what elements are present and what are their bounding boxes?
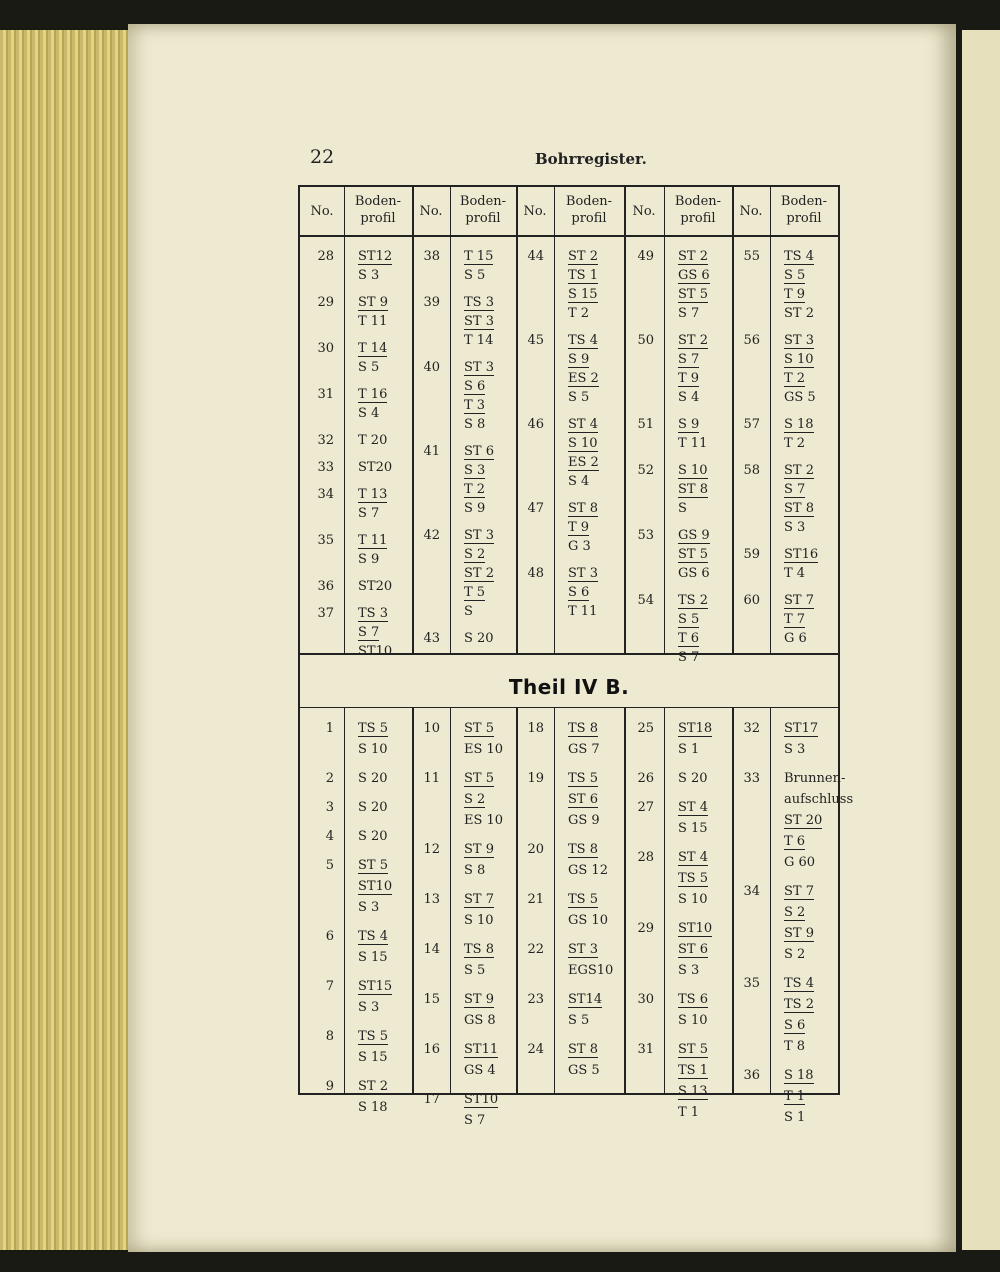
header-profil: Boden- profil: [780, 194, 828, 226]
row-number: 53: [637, 528, 654, 543]
profile-layer: ES 2: [568, 455, 599, 470]
profile-layer: S 5: [784, 268, 806, 283]
profile-layer: S 7: [464, 1113, 486, 1128]
group-rule: [732, 707, 734, 1093]
profile-layer: S 20: [358, 800, 388, 815]
row-number: 29: [317, 295, 334, 310]
profile-layer: ST10: [358, 879, 393, 894]
profile-layer: S 9: [464, 501, 486, 516]
profile-layer: S 20: [358, 829, 388, 844]
column-rule: [450, 707, 451, 1093]
profile-layer: ST 8: [568, 501, 598, 516]
profile-layer: S 2: [464, 792, 486, 807]
section-rule: [300, 707, 838, 708]
column-rule: [664, 187, 665, 653]
row-number: 51: [637, 417, 654, 432]
profile-layer: ST 3: [464, 528, 494, 543]
row-number: 55: [743, 249, 760, 264]
profile-layer: S 3: [784, 742, 806, 757]
row-number: 14: [423, 942, 440, 957]
profile-layer: TS 6: [678, 992, 708, 1007]
row-number: 26: [637, 771, 654, 786]
row-number: 34: [743, 884, 760, 899]
profile-layer: T 20: [358, 433, 388, 448]
profile-layer: GS 12: [568, 863, 608, 878]
running-title: Bohrregister.: [535, 150, 647, 168]
profile-layer: S 7: [358, 506, 380, 521]
profile-layer: T 14: [464, 333, 494, 348]
profile-layer: S 5: [568, 1013, 590, 1028]
header-no: No.: [419, 204, 443, 219]
row-number: 2: [325, 771, 334, 786]
profile-layer: G 6: [784, 631, 807, 646]
profile-layer: S 9: [678, 417, 700, 432]
profile-layer: S 5: [568, 390, 590, 405]
profile-layer: ST10: [464, 1092, 499, 1107]
column-rule: [450, 187, 451, 653]
profile-layer: S 3: [784, 520, 806, 535]
row-number: 59: [743, 547, 760, 562]
profile-layer: T 3: [464, 398, 486, 413]
profile-layer: GS 6: [678, 566, 710, 581]
profile-layer: GS 4: [464, 1063, 496, 1078]
profile-layer: TS 8: [568, 721, 598, 736]
profile-layer: S 6: [568, 585, 590, 600]
row-number: 57: [743, 417, 760, 432]
row-number: 7: [325, 979, 334, 994]
row-number: 60: [743, 593, 760, 608]
profile-layer: ST 2: [678, 249, 708, 264]
row-number: 6: [325, 929, 334, 944]
profile-layer: ST17: [784, 721, 819, 736]
profile-layer: S 6: [464, 379, 486, 394]
profile-layer: T 11: [678, 436, 708, 451]
profile-layer: S: [464, 604, 473, 619]
header-profil: Boden- profil: [674, 194, 722, 226]
profile-layer: ST20: [358, 460, 393, 475]
profile-layer: ST 20: [784, 813, 823, 828]
profile-layer: ST12: [358, 249, 393, 264]
profile-layer: S 7: [678, 306, 700, 321]
row-number: 38: [423, 249, 440, 264]
row-number: 25: [637, 721, 654, 736]
row-number: 56: [743, 333, 760, 348]
profile-layer: ST 7: [784, 593, 814, 608]
row-number: 37: [317, 606, 334, 621]
header-rule: [300, 235, 838, 237]
header-profil: Boden- profil: [459, 194, 507, 226]
column-rule: [344, 707, 345, 1093]
profile-layer: S 10: [784, 352, 814, 367]
profile-layer: ST 3: [464, 314, 494, 329]
profile-layer: T 2: [568, 306, 590, 321]
row-number: 17: [423, 1092, 440, 1107]
header-no: No.: [310, 204, 334, 219]
row-number: 43: [423, 631, 440, 646]
profile-layer: ST 5: [678, 287, 708, 302]
row-number: 30: [317, 341, 334, 356]
profile-layer: T 13: [358, 487, 388, 502]
profile-layer: S 7: [358, 625, 380, 640]
row-number: 12: [423, 842, 440, 857]
profile-layer: ST 5: [678, 547, 708, 562]
row-number: 47: [527, 501, 544, 516]
profile-layer: ST 3: [464, 360, 494, 375]
profile-layer: TS 4: [568, 333, 598, 348]
row-number: 33: [743, 771, 760, 786]
row-number: 41: [423, 444, 440, 459]
profile-layer: ST 3: [568, 942, 598, 957]
profile-layer: S 5: [464, 268, 486, 283]
profile-layer: S 15: [678, 821, 708, 836]
profile-layer: T 15: [464, 249, 494, 264]
profile-layer: GS 6: [678, 268, 710, 283]
profile-layer: ST 7: [784, 884, 814, 899]
profile-layer: S 4: [358, 406, 380, 421]
row-number: 36: [317, 579, 334, 594]
row-number: 22: [527, 942, 544, 957]
section-title: Theil IV B.: [508, 675, 630, 699]
profile-layer: T 8: [784, 1039, 806, 1054]
row-number: 45: [527, 333, 544, 348]
profile-layer: aufschluss: [784, 792, 854, 807]
row-number: 58: [743, 463, 760, 478]
row-number: 28: [317, 249, 334, 264]
profile-layer: ST10: [358, 644, 393, 659]
profile-layer: S 10: [678, 1013, 708, 1028]
profile-layer: ST10: [678, 921, 713, 936]
row-number: 44: [527, 249, 544, 264]
profile-layer: S 3: [358, 268, 380, 283]
profile-layer: ST 9: [358, 295, 388, 310]
row-number: 19: [527, 771, 544, 786]
row-number: 3: [325, 800, 334, 815]
row-number: 5: [325, 858, 334, 873]
profile-layer: S: [678, 501, 687, 516]
row-number: 32: [317, 433, 334, 448]
profile-layer: TS 1: [678, 1063, 708, 1078]
profile-layer: S 10: [464, 913, 494, 928]
column-rule: [344, 187, 345, 653]
header-profil: Boden- profil: [354, 194, 402, 226]
row-number: 11: [423, 771, 440, 786]
profile-layer: T 2: [784, 436, 806, 451]
profile-layer: S 15: [358, 950, 388, 965]
profile-layer: T 16: [358, 387, 388, 402]
profile-layer: ES 10: [464, 742, 504, 757]
row-number: 50: [637, 333, 654, 348]
row-number: 35: [317, 533, 334, 548]
profile-layer: ST 6: [568, 792, 598, 807]
profile-layer: T 7: [784, 612, 806, 627]
row-number: 52: [637, 463, 654, 478]
profile-layer: ST16: [784, 547, 819, 562]
profile-layer: ST 2: [358, 1079, 388, 1094]
row-number: 33: [317, 460, 334, 475]
profile-layer: T 6: [784, 834, 806, 849]
column-rule: [664, 707, 665, 1093]
row-number: 15: [423, 992, 440, 1007]
profile-layer: TS 3: [464, 295, 494, 310]
profile-layer: S 10: [358, 742, 388, 757]
profile-layer: S 10: [678, 463, 708, 478]
column-rule: [770, 707, 771, 1093]
profile-layer: ST 5: [678, 1042, 708, 1057]
row-number: 21: [527, 892, 544, 907]
facing-page-edge: [962, 30, 1000, 1250]
profile-layer: S 2: [784, 905, 806, 920]
profile-layer: S 5: [358, 360, 380, 375]
column-rule: [554, 707, 555, 1093]
row-number: 16: [423, 1042, 440, 1057]
profile-layer: ST 3: [784, 333, 814, 348]
profile-layer: S 3: [464, 463, 486, 478]
profile-layer: ST 2: [678, 333, 708, 348]
row-number: 34: [317, 487, 334, 502]
profile-layer: GS 9: [568, 813, 600, 828]
profile-layer: T 9: [678, 371, 700, 386]
profile-layer: S 13: [678, 1084, 708, 1099]
profile-layer: ST11: [464, 1042, 499, 1057]
column-rule: [770, 187, 771, 653]
profile-layer: T 5: [464, 585, 486, 600]
profile-layer: TS 5: [678, 871, 708, 886]
row-number: 54: [637, 593, 654, 608]
header-no: No.: [632, 204, 656, 219]
profile-layer: T 14: [358, 341, 388, 356]
profile-layer: ST20: [358, 579, 393, 594]
profile-layer: ST 4: [678, 850, 708, 865]
profile-layer: T 2: [464, 482, 486, 497]
row-number: 49: [637, 249, 654, 264]
profile-layer: ST 3: [568, 566, 598, 581]
profile-layer: ST 2: [568, 249, 598, 264]
group-rule: [624, 707, 626, 1093]
profile-layer: GS 5: [784, 390, 816, 405]
profile-layer: TS 5: [358, 721, 388, 736]
row-number: 20: [527, 842, 544, 857]
profile-layer: Brunnen-: [784, 771, 846, 786]
row-number: 42: [423, 528, 440, 543]
bohrregister-table: [298, 185, 854, 1128]
profile-layer: T 9: [784, 287, 806, 302]
profile-layer: T 6: [678, 631, 700, 646]
profile-layer: G 60: [784, 855, 816, 870]
row-number: 13: [423, 892, 440, 907]
profile-layer: S 8: [464, 417, 486, 432]
profile-layer: S 5: [464, 963, 486, 978]
profile-layer: GS 10: [568, 913, 608, 928]
profile-layer: S 3: [678, 963, 700, 978]
profile-layer: ST 2: [464, 566, 494, 581]
row-number: 8: [325, 1029, 334, 1044]
profile-layer: S 18: [358, 1100, 388, 1115]
profile-layer: S 1: [784, 1110, 806, 1125]
profile-layer: ST 9: [464, 842, 494, 857]
profile-layer: TS 5: [358, 1029, 388, 1044]
profile-layer: S 20: [464, 631, 494, 646]
profile-layer: ST 5: [464, 771, 494, 786]
profile-layer: S 18: [784, 1068, 814, 1083]
profile-layer: ST 2: [784, 306, 814, 321]
profile-layer: S 9: [568, 352, 590, 367]
profile-layer: ST 4: [678, 800, 708, 815]
profile-layer: S 4: [568, 474, 590, 489]
column-rule: [554, 187, 555, 653]
row-number: 31: [637, 1042, 654, 1057]
profile-layer: ES 10: [464, 813, 504, 828]
profile-layer: TS 8: [568, 842, 598, 857]
profile-layer: ST 9: [464, 992, 494, 1007]
row-number: 10: [423, 721, 440, 736]
profile-layer: TS 4: [784, 976, 814, 991]
profile-layer: ST 5: [464, 721, 494, 736]
row-number: 40: [423, 360, 440, 375]
row-number: 39: [423, 295, 440, 310]
profile-layer: T 4: [784, 566, 806, 581]
profile-layer: TS 1: [568, 268, 598, 283]
row-number: 9: [325, 1079, 334, 1094]
profile-layer: S 15: [358, 1050, 388, 1065]
profile-layer: GS 9: [678, 528, 710, 543]
row-number: 31: [317, 387, 334, 402]
profile-layer: ST 8: [568, 1042, 598, 1057]
profile-layer: ST 8: [784, 501, 814, 516]
profile-layer: ST 2: [784, 463, 814, 478]
row-number: 30: [637, 992, 654, 1007]
profile-layer: ST 4: [568, 417, 598, 432]
profile-layer: S 8: [464, 863, 486, 878]
profile-layer: S 3: [358, 900, 380, 915]
profile-layer: TS 8: [464, 942, 494, 957]
profile-layer: ST14: [568, 992, 603, 1007]
profile-layer: S 7: [678, 352, 700, 367]
page-number: 22: [310, 146, 335, 168]
profile-layer: T 11: [358, 314, 388, 329]
profile-layer: T 11: [568, 604, 598, 619]
profile-layer: TS 2: [678, 593, 708, 608]
profile-layer: ST 6: [678, 942, 708, 957]
profile-layer: S 3: [358, 1000, 380, 1015]
profile-layer: S 2: [784, 947, 806, 962]
profile-layer: ST18: [678, 721, 713, 736]
header-no: No.: [739, 204, 763, 219]
profile-layer: ES 2: [568, 371, 599, 386]
row-number: 35: [743, 976, 760, 991]
row-number: 18: [527, 721, 544, 736]
profile-layer: GS 7: [568, 742, 600, 757]
profile-layer: GS 8: [464, 1013, 496, 1028]
header-profil: Boden- profil: [565, 194, 613, 226]
row-number: 23: [527, 992, 544, 1007]
profile-layer: ST 9: [784, 926, 814, 941]
profile-layer: T 1: [784, 1089, 806, 1104]
profile-layer: T 11: [358, 533, 388, 548]
row-number: 4: [325, 829, 334, 844]
profile-layer: S 20: [358, 771, 388, 786]
profile-layer: ST 6: [464, 444, 494, 459]
profile-layer: TS 2: [784, 997, 814, 1012]
row-number: 24: [527, 1042, 544, 1057]
profile-layer: ST 7: [464, 892, 494, 907]
profile-layer: S 2: [464, 547, 486, 562]
header-no: No.: [523, 204, 547, 219]
profile-layer: S 7: [678, 650, 700, 665]
profile-layer: T 2: [784, 371, 806, 386]
profile-layer: S 10: [568, 436, 598, 451]
profile-layer: TS 3: [358, 606, 388, 621]
row-number: 28: [637, 850, 654, 865]
profile-layer: S 10: [678, 892, 708, 907]
profile-layer: EGS10: [568, 963, 614, 978]
profile-layer: ST 5: [358, 858, 388, 873]
profile-layer: ST 8: [678, 482, 708, 497]
profile-layer: TS 5: [568, 771, 598, 786]
row-number: 48: [527, 566, 544, 581]
profile-layer: S 5: [678, 612, 700, 627]
profile-layer: ST15: [358, 979, 393, 994]
profile-layer: S 9: [358, 552, 380, 567]
row-number: 32: [743, 721, 760, 736]
profile-layer: G 3: [568, 539, 591, 554]
profile-layer: T 1: [678, 1105, 700, 1120]
profile-layer: S 6: [784, 1018, 806, 1033]
profile-layer: S 18: [784, 417, 814, 432]
profile-layer: T 9: [568, 520, 590, 535]
row-number: 36: [743, 1068, 760, 1083]
row-number: 46: [527, 417, 544, 432]
row-number: 1: [325, 721, 334, 736]
profile-layer: S 20: [678, 771, 708, 786]
profile-layer: S 4: [678, 390, 700, 405]
profile-layer: TS 4: [358, 929, 388, 944]
profile-layer: TS 5: [568, 892, 598, 907]
profile-layer: S 7: [784, 482, 806, 497]
profile-layer: TS 4: [784, 249, 814, 264]
profile-layer: GS 5: [568, 1063, 600, 1078]
profile-layer: S 1: [678, 742, 700, 757]
row-number: 29: [637, 921, 654, 936]
row-number: 27: [637, 800, 654, 815]
profile-layer: S 15: [568, 287, 598, 302]
